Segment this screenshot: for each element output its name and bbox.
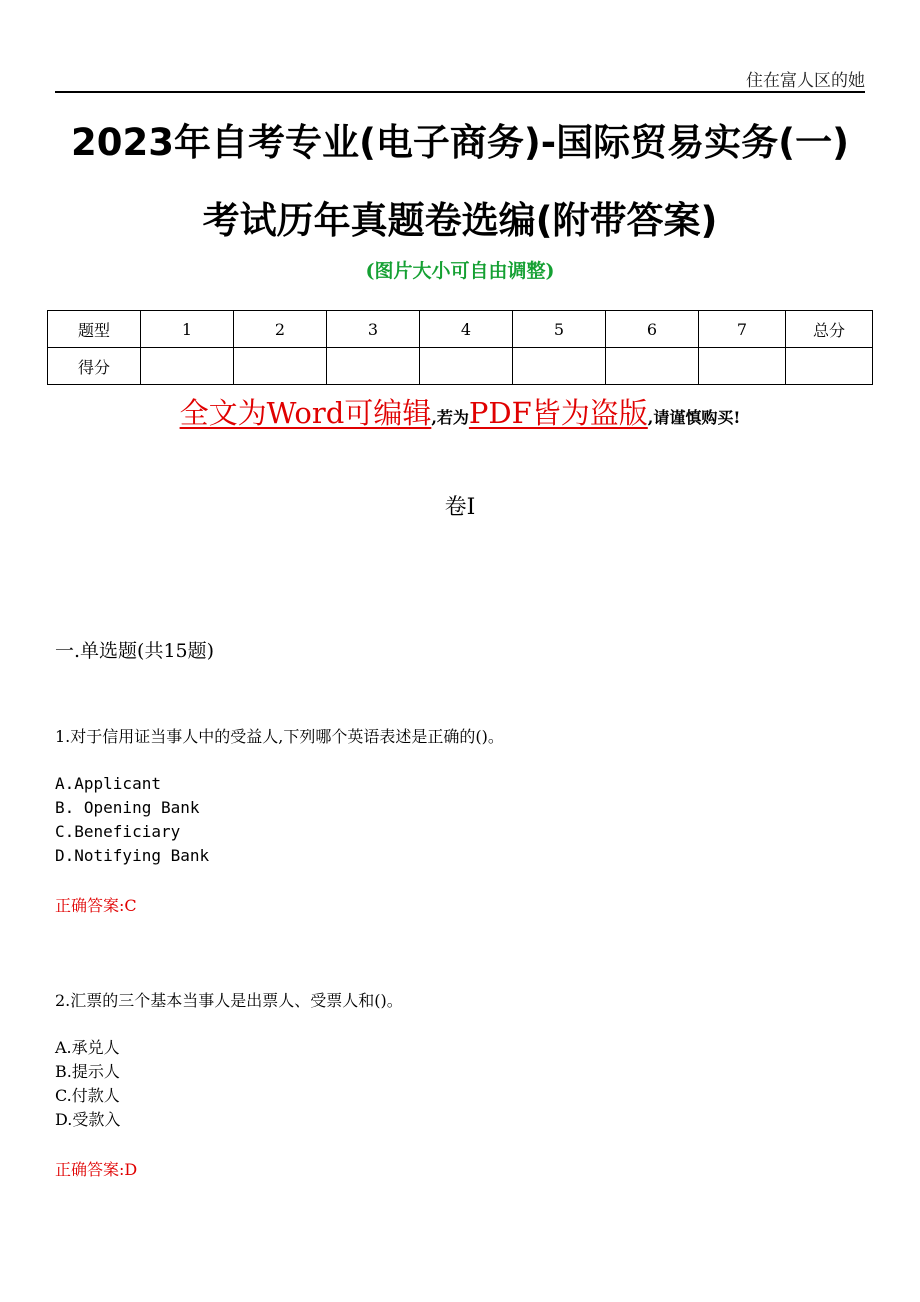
score-cell-empty (699, 348, 786, 385)
subtitle: (图片大小可自由调整) (365, 260, 555, 282)
header-note: 住在富人区的她 (746, 71, 865, 91)
option-b: B. Opening Bank (55, 798, 200, 817)
notice-text: ,请谨慎购买! (647, 408, 741, 427)
notice-pdf-pirated: PDF皆为盗版 (468, 396, 648, 430)
score-cell-empty (420, 348, 513, 385)
score-table-cell: 得分 (48, 348, 141, 385)
option-c: C.付款人 (55, 1086, 120, 1105)
option-c: C.Beneficiary (55, 822, 181, 841)
title-line-2: 考试历年真题卷选编(附带答案) (202, 199, 718, 242)
question-stem: 1.对于信用证当事人中的受益人,下列哪个英语表述是正确的()。 (55, 727, 504, 746)
score-cell-empty (606, 348, 699, 385)
piracy-notice (0, 391, 920, 432)
score-cell-empty (786, 348, 873, 385)
option-list (55, 772, 209, 868)
answer-text: 正确答案:C (55, 896, 137, 915)
title-line-1: 2023年自考专业(电子商务)-国际贸易实务(一) (71, 121, 849, 164)
document-title (30, 104, 890, 260)
score-table-cell: 7 (699, 311, 786, 348)
question-stem: 2.汇票的三个基本当事人是出票人、受票人和()。 (55, 991, 403, 1010)
score-table-cell: 4 (420, 311, 513, 348)
volume-label: 卷I (444, 495, 476, 520)
score-cell-empty (513, 348, 606, 385)
score-cell-empty (141, 348, 234, 385)
score-cell-empty (327, 348, 420, 385)
header-rule (55, 91, 865, 93)
score-table-cell: 5 (513, 311, 606, 348)
score-table-cell: 6 (606, 311, 699, 348)
notice-word-editable: 全文为Word可编辑 (179, 396, 432, 430)
score-table-cell: 3 (327, 311, 420, 348)
option-list (55, 1036, 120, 1132)
answer-text: 正确答案:D (55, 1160, 138, 1179)
option-d: D.受款入 (55, 1110, 121, 1129)
score-table-cell: 1 (141, 311, 234, 348)
score-cell-empty (234, 348, 327, 385)
score-table-header-row (48, 311, 873, 348)
option-a: A.Applicant (55, 774, 161, 793)
option-a: A.承兑人 (55, 1038, 120, 1057)
score-table-score-row (48, 348, 873, 385)
option-d: D.Notifying Bank (55, 846, 210, 865)
option-b: B.提示人 (55, 1062, 120, 1081)
score-table (47, 310, 873, 385)
score-table-cell: 题型 (48, 311, 141, 348)
score-table-cell: 2 (234, 311, 327, 348)
section-heading: 一.单选题(共15题) (55, 640, 215, 662)
score-table-cell: 总分 (786, 311, 873, 348)
notice-text: ,若为 (431, 408, 469, 427)
